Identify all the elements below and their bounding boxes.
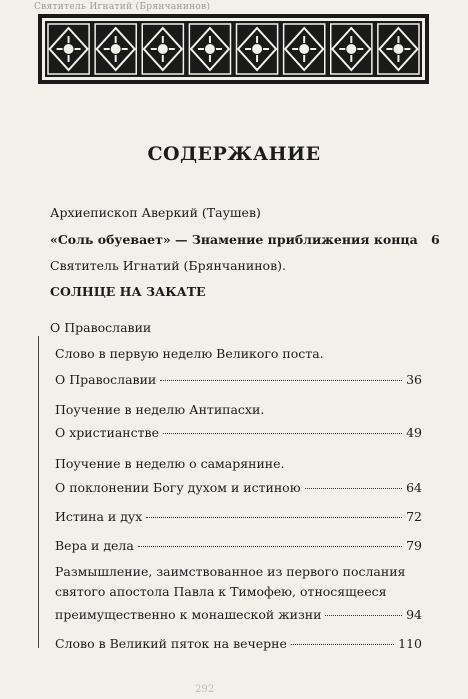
toc-entry-page: 64 [406,480,422,495]
dot-leader [160,380,402,381]
toc-entry-title: Поучение в неделю Антипасхи. [55,402,265,417]
toc-entry-title: святого апостола Павла к Тимофею, относящееся [55,584,387,599]
toc-entry-page: 36 [406,372,422,387]
toc-entry [55,402,422,417]
ornament-knot [111,44,121,54]
toc-entry [50,284,422,299]
ornament-knot [299,44,309,54]
toc-entry [55,636,422,651]
toc-entry-title: О Православии [50,320,152,335]
toc-entry [50,232,440,247]
toc-entry [50,205,422,220]
dot-leader [291,644,394,645]
toc-entry [50,258,422,273]
toc-entry-page: 6 [431,232,440,247]
dot-leader [325,615,402,616]
group-rule [38,336,39,648]
ornament-knot [205,44,215,54]
toc-entry [55,425,422,440]
ornament-band [38,14,429,84]
toc-entry-title: Слово в Великий пяток на вечерне [55,636,287,651]
toc-entry [50,320,422,335]
page-title: СОДЕРЖАНИЕ [147,143,321,165]
toc-entry-title: О поклонении Богу духом и истиною [55,480,301,495]
dot-leader [163,433,402,434]
toc-entry-page: 79 [406,538,422,553]
running-head: Святитель Игнатий (Брянчанинов) [34,2,211,12]
toc-entry-page: 94 [406,607,422,622]
toc-entry [55,346,422,361]
ornament-knot [252,44,262,54]
toc-entry-page: 49 [406,425,422,440]
page-number-faint: 292 [195,684,215,695]
toc-entry [55,584,422,599]
toc-entry-title: О Православии [55,372,157,387]
toc-entry [55,564,422,579]
toc-entry-title: преимущественно к монашеской жизни [55,607,322,622]
ornament-knot [158,44,168,54]
toc-entry-page: 72 [406,509,422,524]
ornament-knot [64,44,74,54]
toc-entry-title: СОЛНЦЕ НА ЗАКАТЕ [50,284,206,299]
ornament-knot [346,44,356,54]
toc-entry-title: Вера и дела [55,538,134,553]
toc-entry [55,607,422,622]
toc-entry-title: Поучение в неделю о самарянине. [55,456,285,471]
toc-entry [55,456,422,471]
dot-leader [138,546,402,547]
toc-entry [55,509,422,524]
dot-leader [146,517,402,518]
toc-entry-title: Слово в первую неделю Великого поста. [55,346,324,361]
toc-entry-title: Размышление, заимствованное из первого послания [55,564,406,579]
toc-entry-title: Архиепископ Аверкий (Таушев) [50,205,261,220]
toc-entry-title: Святитель Игнатий (Брянчанинов). [50,258,286,273]
toc-entry-title: «Соль обуевает» — Знамение приближения конца [50,232,418,247]
toc-entry [55,480,422,495]
dot-leader [305,488,403,489]
toc-entry [55,372,422,387]
ornament-knot [393,44,403,54]
toc-entry [55,538,422,553]
toc-entry-title: Истина и дух [55,509,143,524]
toc-entry-title: О христианстве [55,425,159,440]
toc-entry-page: 110 [398,636,422,651]
